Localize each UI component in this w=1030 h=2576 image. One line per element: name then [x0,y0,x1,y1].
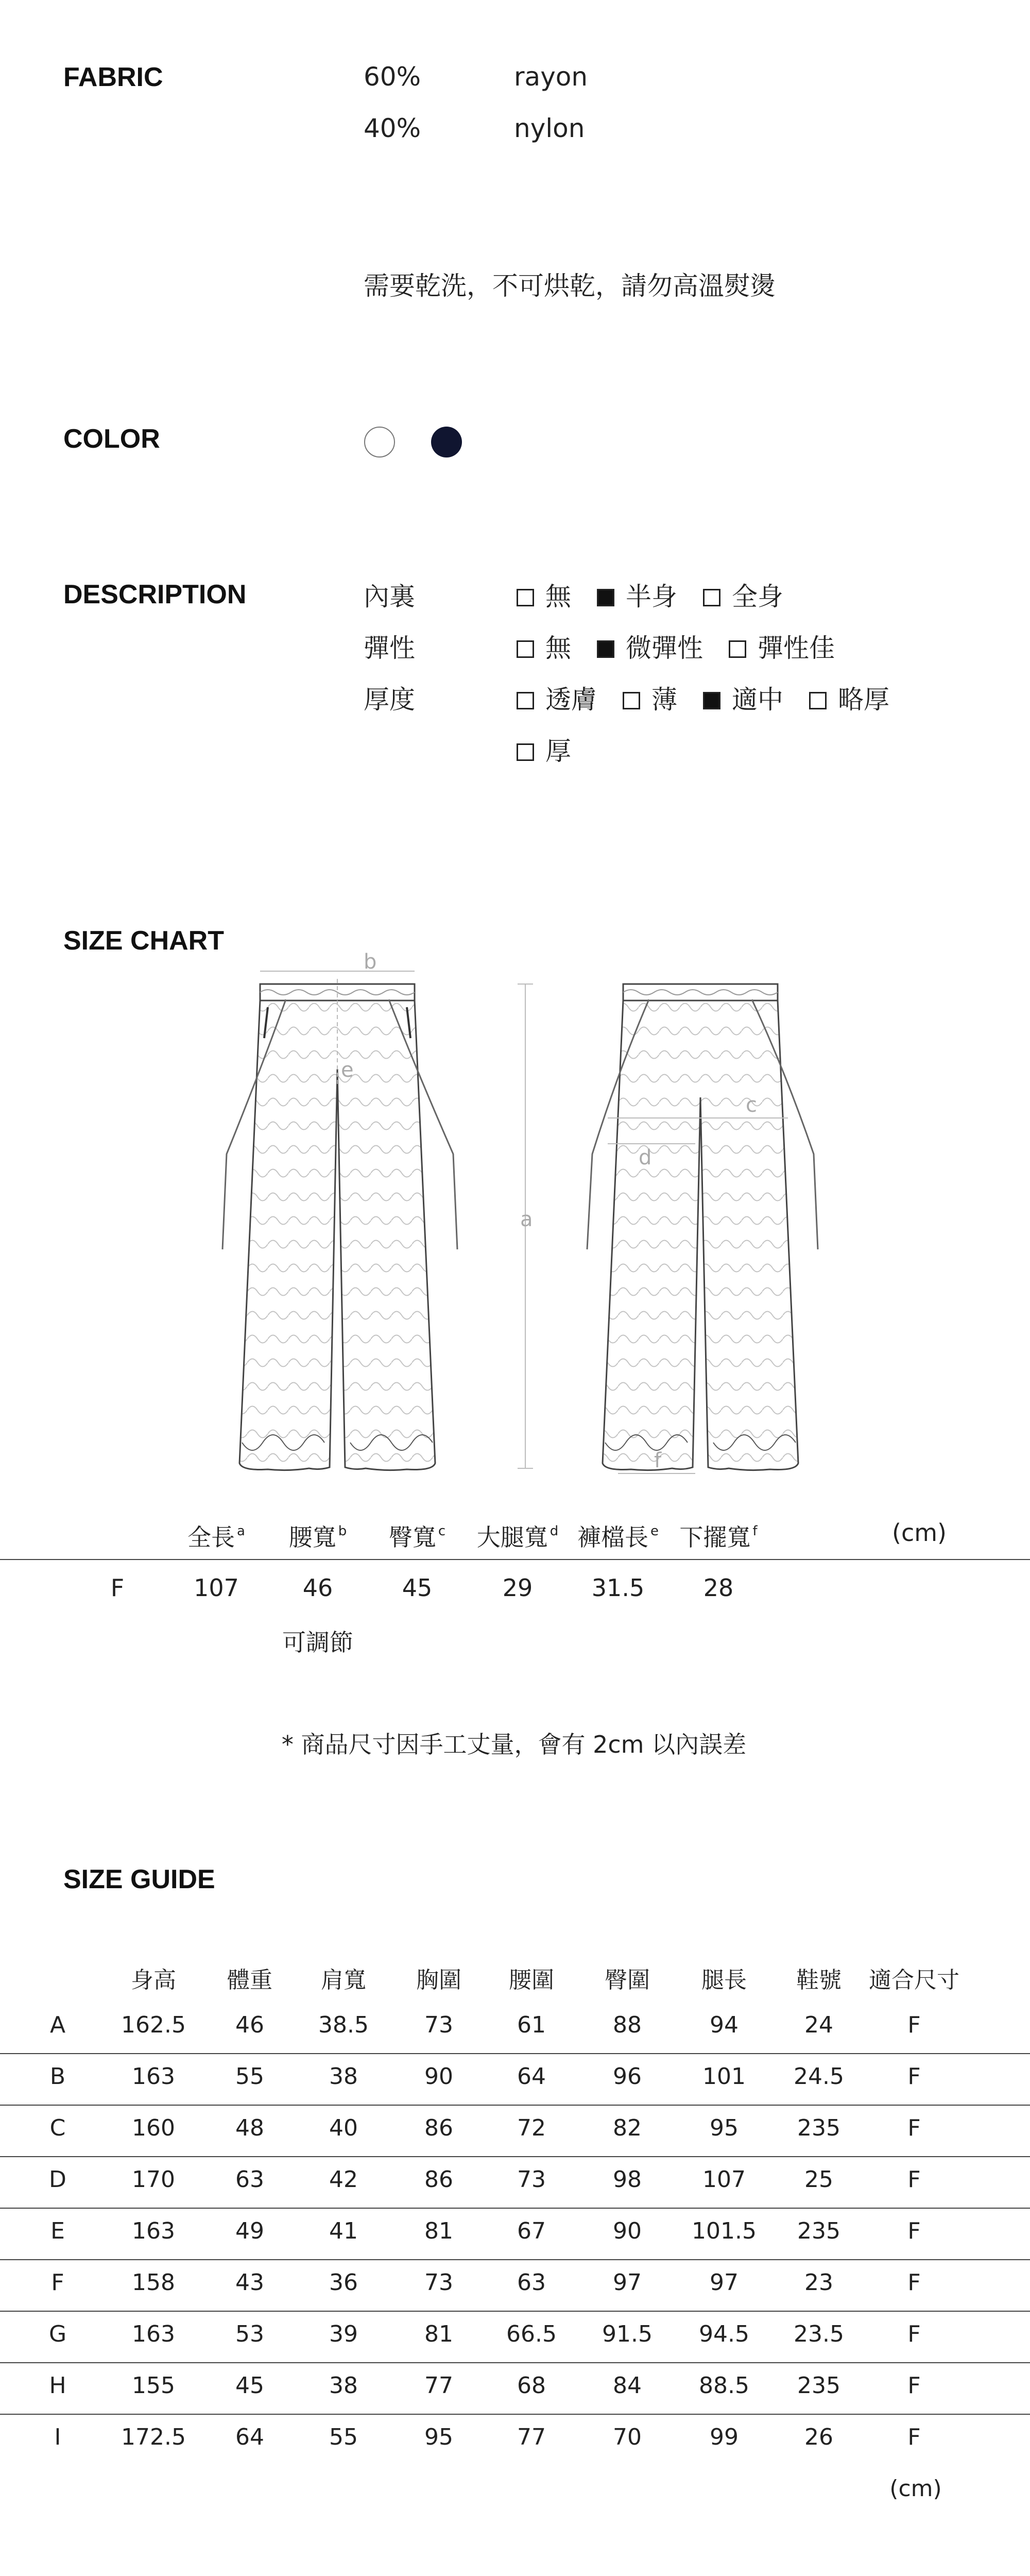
size-guide-cell: 23.5 [794,2321,844,2347]
thickness-options [517,679,889,716]
size-guide-cell: F [907,2115,921,2141]
size-guide-cell: 66.5 [506,2321,557,2347]
pants-back-view [587,984,818,1473]
size-guide-cell: 73 [424,2012,453,2038]
thickness-option-thick [517,731,571,768]
dimension-letter-e: e [341,1058,354,1082]
size-guide-cell: 86 [424,2166,453,2193]
size-guide-cell: 158 [132,2269,175,2296]
size-guide-cell: 55 [235,2063,264,2090]
checkbox-icon [809,692,827,709]
size-guide-cell: F [907,2166,921,2193]
size-guide-cell: 43 [235,2269,264,2296]
size-guide-row-label: G [48,2321,67,2347]
elasticity-option-none [517,628,571,665]
size-guide-row-label: F [51,2269,64,2296]
measurement-disclaimer: * 商品尺寸因手工丈量，會有 2cm 以內誤差 [281,1731,747,1758]
elasticity-label: 彈性 [364,633,415,663]
size-guide-row-label: C [49,2115,66,2141]
checkbox-icon [517,589,534,606]
thickness-option-slightly-thick [809,679,889,716]
size-guide-cell: F [907,2321,921,2347]
dimension-letter-b: b [364,950,377,974]
size-guide-cell: 90 [424,2063,453,2090]
size-guide-cell: 25 [804,2166,833,2193]
size-guide-cell: 36 [329,2269,358,2296]
option-label: 略厚 [838,685,889,715]
checkbox-icon [517,692,534,709]
size-guide-cell: 45 [235,2372,264,2399]
size-guide-cell: 26 [804,2424,833,2450]
color-heading: COLOR [63,424,160,454]
fabric-heading: FABRIC [63,62,163,92]
thickness-label: 厚度 [364,685,415,715]
size-guide-cell: 48 [235,2115,264,2141]
size-guide-cell: 55 [329,2424,358,2450]
size-guide-row-divider [0,2414,1030,2415]
size-guide-cell: 235 [797,2115,840,2141]
size-guide-cell: 95 [424,2424,453,2450]
size-guide-row-label: B [49,2063,66,2090]
size-chart-value-length: 107 [194,1574,239,1602]
size-guide-cell: 98 [613,2166,642,2193]
option-label: 薄 [651,685,677,715]
option-label: 無 [545,582,571,612]
elasticity-option-slight [597,628,703,665]
size-guide-header: 肩寬 [321,1967,366,1993]
size-guide-cell: 64 [517,2063,546,2090]
size-chart-value-rise: 31.5 [591,1574,645,1602]
option-label: 無 [545,633,571,663]
size-guide-cell: 170 [132,2166,175,2193]
size-chart-header-hip: 臀寬 $^c$ [388,1523,446,1551]
dimension-letter-d: d [639,1146,652,1170]
size-chart-header-waist: 腰寬 $^b$ [288,1523,347,1551]
lining-option-none [517,576,571,613]
checkbox-icon [623,692,640,709]
size-guide-cell: 163 [132,2063,175,2090]
fabric-material-1: rayon [514,62,588,92]
size-guide-cell: 53 [235,2321,264,2347]
size-guide-header: 體重 [227,1967,272,1993]
color-swatch-white[interactable] [364,427,395,457]
description-heading: DESCRIPTION [63,580,247,609]
size-guide-cell: 73 [517,2166,546,2193]
lining-option-half [597,576,677,613]
size-guide-cell: 41 [329,2218,358,2244]
size-guide-cell: F [907,2063,921,2090]
size-guide-row-label: I [54,2424,61,2450]
size-guide-cell: 72 [517,2115,546,2141]
care-instructions: 需要乾洗，不可烘乾，請勿高溫熨燙 [364,271,776,301]
size-guide-heading: SIZE GUIDE [63,1865,215,1894]
size-guide-cell: 160 [132,2115,175,2141]
thickness-option-medium [703,679,783,716]
fabric-material-2: nylon [514,113,585,143]
size-chart-size-label: F [110,1574,125,1602]
checkbox-checked-icon [597,640,614,658]
size-chart-value-hem: 28 [703,1574,734,1602]
size-guide-cell: 86 [424,2115,453,2141]
size-chart-header-rise: 褲檔長 $^e$ [577,1523,659,1551]
size-guide-cell: 39 [329,2321,358,2347]
size-guide-cell: 97 [613,2269,642,2296]
size-guide-cell: 155 [132,2372,175,2399]
size-guide-cell: 163 [132,2218,175,2244]
size-chart-heading: SIZE CHART [63,926,224,956]
size-guide-cell: 94.5 [699,2321,749,2347]
option-label: 適中 [732,685,783,715]
checkbox-checked-icon [703,692,720,709]
fabric-percent-2: 40% [364,113,421,143]
size-guide-cell: 67 [517,2218,546,2244]
elasticity-option-good [729,628,835,665]
size-guide-cell: 70 [613,2424,642,2450]
size-chart-header-hem: 下擺寬 $^f$ [679,1523,758,1551]
option-label: 微彈性 [626,633,703,663]
size-guide-cell: 99 [710,2424,739,2450]
size-guide-cell: F [907,2269,921,2296]
size-guide-cell: 81 [424,2321,453,2347]
size-guide-cell: 68 [517,2372,546,2399]
size-guide-cell: 63 [235,2166,264,2193]
size-guide-header: 身高 [131,1967,176,1993]
size-guide-header: 腿長 [701,1967,747,1993]
size-guide-header: 鞋號 [796,1967,842,1993]
size-guide-cell: 46 [235,2012,264,2038]
option-label: 透膚 [545,685,597,715]
thickness-option-thin [623,679,677,716]
size-guide-cell: 94 [710,2012,739,2038]
size-guide-cell: 49 [235,2218,264,2244]
size-guide-row-divider [0,2362,1030,2363]
size-guide-cell: 38.5 [318,2012,369,2038]
dimension-letter-f: f [654,1449,662,1472]
size-guide-cell: 73 [424,2269,453,2296]
pants-measurement-diagram [0,948,1030,1484]
size-chart-value-thigh: 29 [502,1574,533,1602]
checkbox-checked-icon [597,589,614,606]
size-chart-header-thigh: 大腿寬 $^d$ [476,1523,559,1551]
option-label: 全身 [732,582,783,612]
size-guide-cell: 88.5 [699,2372,749,2399]
size-guide-cell: 235 [797,2218,840,2244]
size-chart-header-length: 全長 $^a$ [187,1523,245,1551]
size-guide-cell: 24 [804,2012,833,2038]
size-guide-row-divider [0,2156,1030,2157]
checkbox-icon [703,589,720,606]
lining-option-full [703,576,783,613]
size-guide-row-divider [0,2105,1030,2106]
size-guide-cell: 163 [132,2321,175,2347]
checkbox-icon [517,743,534,761]
size-guide-cell: 64 [235,2424,264,2450]
size-guide-cell: F [907,2372,921,2399]
size-guide-cell: 38 [329,2372,358,2399]
size-guide-cell: 95 [710,2115,739,2141]
size-guide-cell: 77 [424,2372,453,2399]
size-guide-cell: 84 [613,2372,642,2399]
size-chart-unit: (cm) [892,1519,947,1547]
size-guide-cell: 90 [613,2218,642,2244]
size-guide-cell: 235 [797,2372,840,2399]
size-guide-cell: F [907,2424,921,2450]
size-guide-cell: 97 [710,2269,739,2296]
waist-adjustable-note: 可調節 [282,1629,353,1656]
size-guide-header: 臀圍 [605,1967,650,1993]
size-guide-cell: 101 [702,2063,746,2090]
size-chart-value-hip: 45 [402,1574,433,1602]
size-guide-cell: 23 [804,2269,833,2296]
thickness-options-wrap [517,731,597,768]
elasticity-options [517,628,861,665]
size-guide-cell: F [907,2218,921,2244]
size-guide-cell: F [907,2012,921,2038]
fabric-percent-1: 60% [364,62,421,92]
size-guide-cell: 82 [613,2115,642,2141]
pants-front-view [222,950,457,1470]
option-label: 半身 [626,582,677,612]
dimension-letter-c: c [746,1093,757,1117]
size-guide-cell: 107 [702,2166,746,2193]
option-label: 厚 [545,736,571,766]
size-guide-row-divider [0,2053,1030,2054]
size-guide-cell: 162.5 [121,2012,186,2038]
size-guide-row-label: E [50,2218,65,2244]
size-guide-header: 適合尺寸 [869,1967,959,1993]
size-guide-cell: 61 [517,2012,546,2038]
size-guide-row-label: H [49,2372,66,2399]
size-guide-cell: 101.5 [692,2218,757,2244]
size-guide-cell: 42 [329,2166,358,2193]
size-guide-row-divider [0,2311,1030,2312]
size-guide-cell: 91.5 [602,2321,653,2347]
option-label: 彈性佳 [758,633,835,663]
size-guide-cell: 88 [613,2012,642,2038]
size-guide-unit: (cm) [889,2476,942,2502]
lining-label: 內裏 [364,582,415,612]
size-guide-row-label: D [49,2166,66,2193]
size-guide-cell: 40 [329,2115,358,2141]
size-guide-header: 胸圍 [416,1967,461,1993]
size-guide-row-divider [0,2259,1030,2260]
size-guide-cell: 77 [517,2424,546,2450]
size-guide-row-label: A [49,2012,66,2038]
thickness-option-sheer [517,679,597,716]
lining-options [517,576,809,613]
checkbox-icon [517,640,534,658]
size-guide-cell: 81 [424,2218,453,2244]
size-guide-header: 腰圍 [509,1967,554,1993]
size-guide-cell: 63 [517,2269,546,2296]
checkbox-icon [729,640,746,658]
dimension-letter-a: a [520,1208,533,1231]
size-guide-row-divider [0,2208,1030,2209]
color-swatch-navy[interactable] [431,427,462,457]
size-chart-divider [0,1559,1030,1560]
size-guide-cell: 38 [329,2063,358,2090]
size-guide-cell: 24.5 [794,2063,844,2090]
size-guide-cell: 172.5 [121,2424,186,2450]
size-guide-cell: 96 [613,2063,642,2090]
size-chart-value-waist: 46 [302,1574,333,1602]
